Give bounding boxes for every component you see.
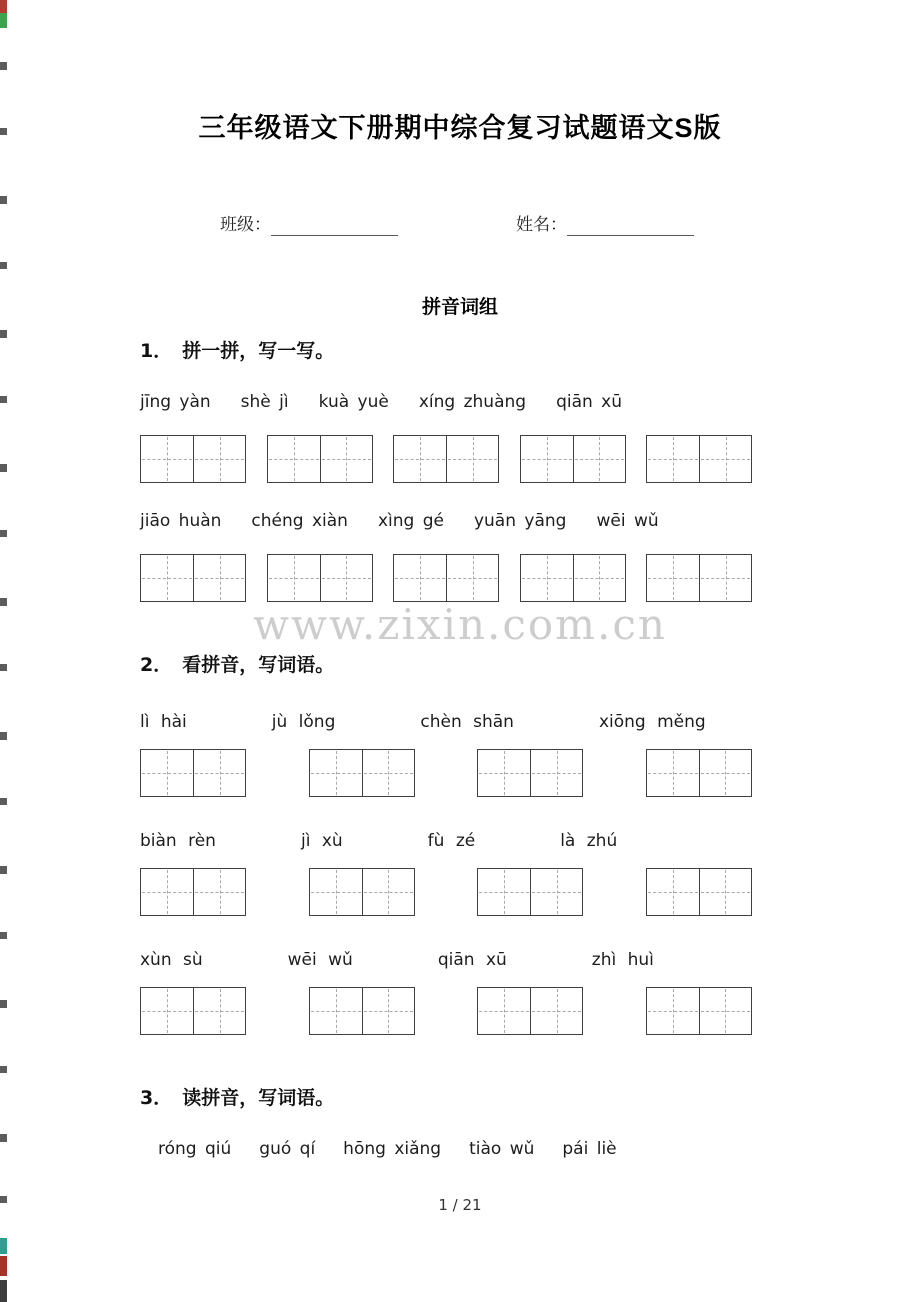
scan-mark [0,732,7,740]
question-number: 3． [140,1087,173,1109]
writing-grid-cell [268,555,320,601]
writing-grid-cell [521,436,573,482]
writing-grid-group [477,749,583,797]
pinyin-word: jì xù [300,831,343,851]
scan-mark [0,1238,7,1254]
writing-grid-group [267,435,373,483]
writing-grid-group [309,987,415,1035]
scan-mark [0,932,7,939]
question-number: 1． [140,340,173,362]
writing-grid-cell [530,988,582,1034]
pinyin-word: lì hài [140,712,187,732]
writing-grid-cell [699,988,751,1034]
writing-grid-row [140,868,752,916]
writing-grid-cell [394,555,446,601]
scan-mark [0,530,7,537]
scan-mark [0,664,7,671]
writing-grid-row [140,749,752,797]
question-1 [140,338,752,602]
writing-grid-cell [320,436,372,482]
pinyin-row [140,831,752,852]
scan-mark [0,13,7,28]
writing-grid-cell [141,555,193,601]
pinyin-word: guó qí [259,1139,316,1159]
writing-grid-cell [699,750,751,796]
scan-mark [0,464,7,472]
writing-grid-cell [141,869,193,915]
pinyin-word: chéng xiàn [251,511,348,531]
writing-grid-cell [193,436,245,482]
writing-grid-group [309,868,415,916]
writing-grid-cell [310,988,362,1034]
writing-grid-cell [647,436,699,482]
writing-grid-row [140,435,752,483]
pinyin-word: chèn shān [420,712,514,732]
pinyin-word: róng qiú [158,1139,232,1159]
scan-mark [0,1280,7,1302]
writing-grid-cell [193,988,245,1034]
writing-grid-row [140,554,752,602]
writing-grid-cell [699,869,751,915]
writing-grid-cell [478,750,530,796]
scan-mark [0,330,7,338]
writing-grid-group [477,868,583,916]
writing-grid-cell [310,750,362,796]
page-number: 1 / 21 [438,1196,482,1214]
question-prompt: 看拼音，写词语。 [182,654,335,676]
pinyin-word: yuān yāng [473,511,567,531]
watermark: www.zixin.com.cn [253,600,667,649]
scan-mark [0,196,7,204]
pinyin-row [140,950,752,971]
scan-mark [0,1134,7,1142]
writing-grid-cell [268,436,320,482]
writing-grid-cell [647,555,699,601]
pinyin-word: qiān xū [437,950,507,970]
section-heading: 拼音词组 [421,296,498,318]
writing-grid-cell [530,869,582,915]
writing-grid-group [520,435,626,483]
writing-grid-group [646,868,752,916]
writing-grid-cell [362,750,414,796]
pinyin-word: zhì huì [591,950,654,970]
writing-grid-cell [141,750,193,796]
writing-grid-cell [573,555,625,601]
pinyin-word: xiōng měng [598,712,706,732]
scan-mark [0,1256,7,1276]
scan-mark [0,798,7,805]
name-field [516,214,694,236]
writing-grid-cell [193,555,245,601]
pinyin-word: fù zé [427,831,476,851]
writing-grid-group [309,749,415,797]
question-2-heading [140,652,752,678]
writing-grid-cell [521,555,573,601]
scan-edge-strip [0,0,7,1302]
question-2 [140,652,752,1035]
writing-grid-cell [141,436,193,482]
pinyin-word: wēi wǔ [596,511,659,531]
name-field-line [567,216,694,236]
writing-grid-cell [647,988,699,1034]
writing-grid-cell [193,869,245,915]
pinyin-word: wēi wǔ [287,950,353,970]
writing-grid-cell [573,436,625,482]
pinyin-word: hōng xiǎng [343,1139,442,1159]
writing-grid-group [646,554,752,602]
question-number: 2． [140,654,173,676]
writing-grid-cell [478,869,530,915]
writing-grid-group [140,435,246,483]
pinyin-word: tiào wǔ [469,1139,535,1159]
writing-grid-group [140,868,246,916]
question-1-heading [140,338,752,364]
scan-mark [0,1066,7,1073]
writing-grid-group [646,987,752,1035]
writing-grid-group [267,554,373,602]
question-3-heading [140,1085,752,1111]
pinyin-word: qiān xū [556,392,623,412]
writing-grid-cell [699,555,751,601]
pinyin-word: biàn rèn [140,831,216,851]
pinyin-word: shè jì [240,392,289,412]
writing-grid-cell [362,869,414,915]
writing-grid-row [140,987,752,1035]
writing-grid-group [477,987,583,1035]
writing-grid-group [646,435,752,483]
pinyin-word: jiāo huàn [140,511,222,531]
question-prompt: 拼一拼，写一写。 [182,340,335,362]
pinyin-row [140,511,752,532]
name-field-label: 姓名： [516,215,567,235]
pinyin-word: pái liè [562,1139,617,1159]
writing-grid-group [520,554,626,602]
writing-grid-group [140,554,246,602]
class-field-line [271,216,398,236]
page-title: 三年级语文下册期中综合复习试题语文S版 [198,113,722,143]
writing-grid-cell [446,555,498,601]
writing-grid-cell [699,436,751,482]
writing-grid-cell [647,750,699,796]
writing-grid-cell [141,988,193,1034]
question-prompt: 读拼音，写词语。 [182,1087,335,1109]
writing-grid-cell [446,436,498,482]
scan-mark [0,1000,7,1008]
writing-grid-cell [310,869,362,915]
writing-grid-cell [193,750,245,796]
question-3 [140,1085,752,1160]
writing-grid-group [140,749,246,797]
writing-grid-group [140,987,246,1035]
scan-mark [0,866,7,874]
pinyin-row [140,712,752,733]
pinyin-word: jīng yàn [140,392,211,412]
writing-grid-cell [647,869,699,915]
class-field [220,214,398,236]
pinyin-word: xùn sù [140,950,203,970]
writing-grid-cell [362,988,414,1034]
pinyin-word: xìng gé [377,511,444,531]
writing-grid-cell [320,555,372,601]
writing-grid-cell [394,436,446,482]
pinyin-word: kuà yuè [318,392,389,412]
class-field-label: 班级： [220,215,271,235]
scan-mark [0,396,7,403]
writing-grid-group [646,749,752,797]
writing-grid-group [393,554,499,602]
pinyin-word: jù lǒng [271,712,336,732]
writing-grid-group [393,435,499,483]
pinyin-word: là zhú [560,831,618,851]
writing-grid-cell [478,988,530,1034]
scan-mark [0,0,7,13]
meta-row [220,214,694,236]
scan-mark [0,262,7,269]
scan-mark [0,62,7,70]
writing-grid-cell [530,750,582,796]
pinyin-row [140,392,752,413]
pinyin-row [158,1139,752,1160]
pinyin-word: xíng zhuàng [418,392,527,412]
